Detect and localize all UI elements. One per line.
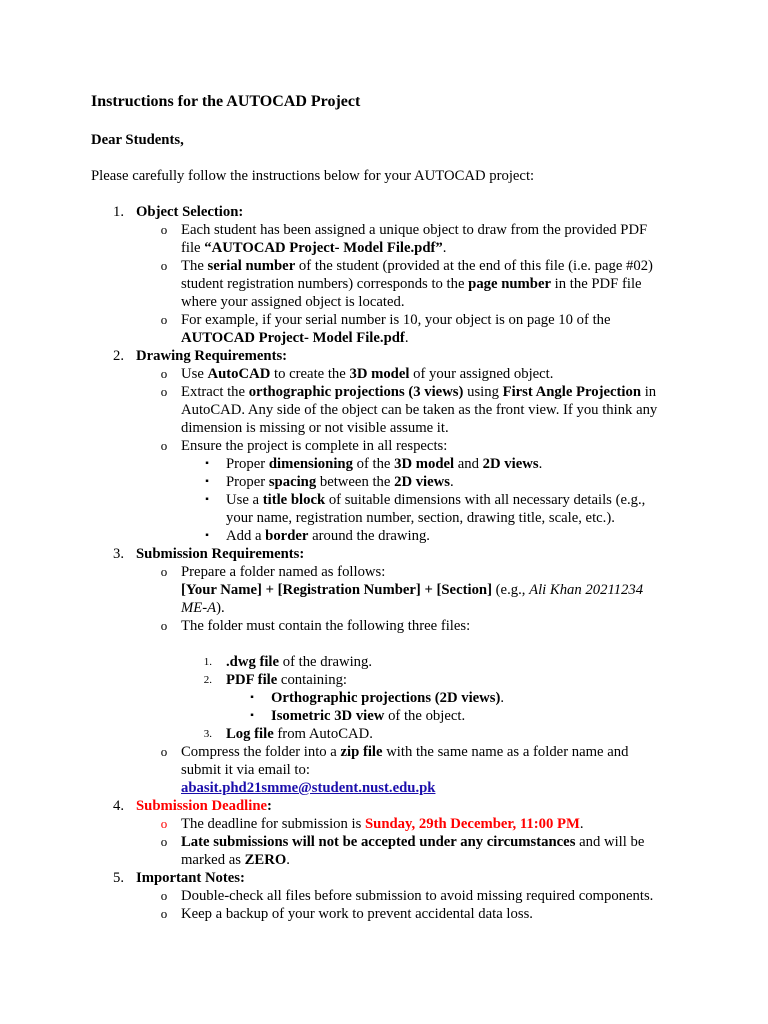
text: ). [216, 600, 225, 616]
text: Compress the folder into a [181, 744, 341, 760]
circle-bullet-icon: o [160, 618, 168, 633]
file-name: AUTOCAD Project- Model File.pdf [181, 330, 405, 346]
circle-bullet-icon: o [160, 258, 168, 273]
emphasis: serial number [207, 258, 296, 274]
text: Proper [226, 456, 269, 472]
text: Use [181, 366, 208, 382]
text: in [641, 384, 657, 400]
text: (e.g., [491, 582, 530, 598]
emphasis: Orthographic projections (2D views) [271, 690, 501, 706]
salutation: Dear Students, [91, 132, 184, 148]
document-title: Instructions for the AUTOCAD Project [91, 93, 361, 110]
section-heading: Object Selection: [136, 204, 244, 220]
emphasis: Log file [226, 726, 274, 742]
emphasis: 3D model [349, 366, 410, 382]
text: student registration numbers) corresponds to the [181, 276, 469, 292]
text: your name, registration number, section, drawing title, scale, etc.). [226, 510, 615, 526]
emphasis: 3D model [394, 456, 455, 472]
text: Add a [226, 528, 266, 544]
emphasis: orthographic projections (3 views) [248, 384, 464, 400]
paragraph-line: Each student has been assigned a unique object to draw from the provided PDF [181, 222, 648, 238]
text: The folder must contain the following three files: [181, 618, 471, 634]
circle-bullet-icon: o [160, 888, 168, 903]
text: where your assigned object is located. [181, 294, 405, 310]
emphasis: zip file [340, 744, 383, 760]
text: file [181, 240, 205, 256]
text: from AutoCAD. [273, 726, 373, 742]
text: For example, if your serial number is 10, your object is on page 10 of the [181, 312, 611, 328]
emphasis: Late submissions will not be accepted under any circumstances [181, 834, 576, 850]
emphasis: border [265, 528, 309, 544]
circle-bullet-icon: o [160, 834, 168, 849]
circle-bullet-icon: o [160, 312, 168, 327]
square-bullet-icon: ▪ [250, 692, 254, 703]
emphasis: Isometric 3D view [271, 708, 385, 724]
text: . [579, 816, 584, 832]
circle-bullet-icon: o [160, 222, 168, 237]
text: dimension is missing or not visible assume it. [181, 420, 449, 436]
section-heading: Important Notes: [136, 870, 245, 886]
text: . [442, 240, 447, 256]
text: . [538, 456, 543, 472]
square-bullet-icon: ▪ [205, 476, 209, 487]
emphasis: ZERO [244, 852, 287, 868]
text: The deadline for submission is [181, 816, 365, 832]
square-bullet-icon: ▪ [250, 710, 254, 721]
text: : [267, 798, 272, 814]
text: Ensure the project is complete in all respects: [181, 438, 448, 454]
deadline-date: Sunday, 29th December, 11:00 PM [364, 816, 580, 832]
circle-bullet-icon: o [160, 816, 168, 831]
section-number: 1. [112, 204, 124, 220]
section-number: 3. [112, 546, 124, 562]
emphasis: title block [262, 492, 326, 508]
section-number: 5. [112, 870, 124, 886]
text: Use a [226, 492, 263, 508]
emphasis: page number [468, 276, 551, 292]
file-name: “AUTOCAD Project- Model File.pdf” [204, 240, 443, 256]
text: . [449, 474, 454, 490]
text: Extract the [181, 384, 249, 400]
text: and will be [575, 834, 645, 850]
section-heading: Submission Requirements: [136, 546, 305, 562]
example-name: Ali Khan 20211234 [529, 582, 644, 598]
text: marked as [181, 852, 245, 868]
text: Double-check all files before submission to avoid missing required components. [181, 888, 654, 904]
text: containing: [277, 672, 348, 688]
emphasis: 2D views [482, 456, 539, 472]
circle-bullet-icon: o [160, 744, 168, 759]
emphasis: .dwg file [226, 654, 280, 670]
section-heading: Drawing Requirements: [136, 348, 288, 364]
text: with the same name as a folder name and [382, 744, 629, 760]
text: of the [352, 456, 395, 472]
text: AutoCAD. Any side of the object can be taken as the front view. If you think any [181, 402, 658, 418]
emphasis: PDF file [226, 672, 278, 688]
text: using [463, 384, 503, 400]
intro-paragraph: Please carefully follow the instructions below for your AUTOCAD project: [91, 168, 535, 184]
circle-bullet-icon: o [160, 906, 168, 921]
section-number: 4. [112, 798, 124, 814]
text: . [286, 852, 290, 868]
emphasis: First Angle Projection [502, 384, 642, 400]
text: to create the [270, 366, 350, 382]
emphasis: spacing [268, 474, 317, 490]
emphasis: dimensioning [268, 456, 353, 472]
text: Prepare a folder named as follows: [181, 564, 386, 580]
file-number: 1. [203, 656, 212, 668]
circle-bullet-icon: o [160, 564, 168, 579]
text: . [404, 330, 409, 346]
square-bullet-icon: ▪ [205, 458, 209, 469]
text: of suitable dimensions with all necessary details (e.g., [325, 492, 646, 508]
file-number: 2. [203, 674, 212, 686]
text: . [500, 690, 505, 706]
text: of the student (provided at the end of this file (i.e. page #02) [295, 258, 653, 274]
text: in the PDF file [551, 276, 642, 292]
example-section: ME-A [181, 600, 217, 616]
circle-bullet-icon: o [160, 384, 168, 399]
square-bullet-icon: ▪ [205, 494, 209, 505]
folder-name-format: [Your Name] + [Registration Number] + [Section] [181, 582, 492, 598]
email-link[interactable]: abasit.phd21smme@student.nust.edu.pk [181, 780, 436, 796]
text: Keep a backup of your work to prevent accidental data loss. [181, 906, 533, 922]
emphasis: 2D views [394, 474, 450, 490]
text: Proper [226, 474, 269, 490]
text: of your assigned object. [409, 366, 554, 382]
text: submit it via email to: [181, 762, 310, 778]
section-number: 2. [112, 348, 124, 364]
text: and [454, 456, 483, 472]
circle-bullet-icon: o [160, 438, 168, 453]
section-heading: Submission Deadline [136, 798, 268, 814]
emphasis: AutoCAD [207, 366, 271, 382]
text: between the [316, 474, 395, 490]
text: of the object. [384, 708, 466, 724]
text: The [181, 258, 208, 274]
circle-bullet-icon: o [160, 366, 168, 381]
text: of the drawing. [279, 654, 373, 670]
file-number: 3. [203, 728, 212, 740]
square-bullet-icon: ▪ [205, 530, 209, 541]
text: around the drawing. [308, 528, 430, 544]
